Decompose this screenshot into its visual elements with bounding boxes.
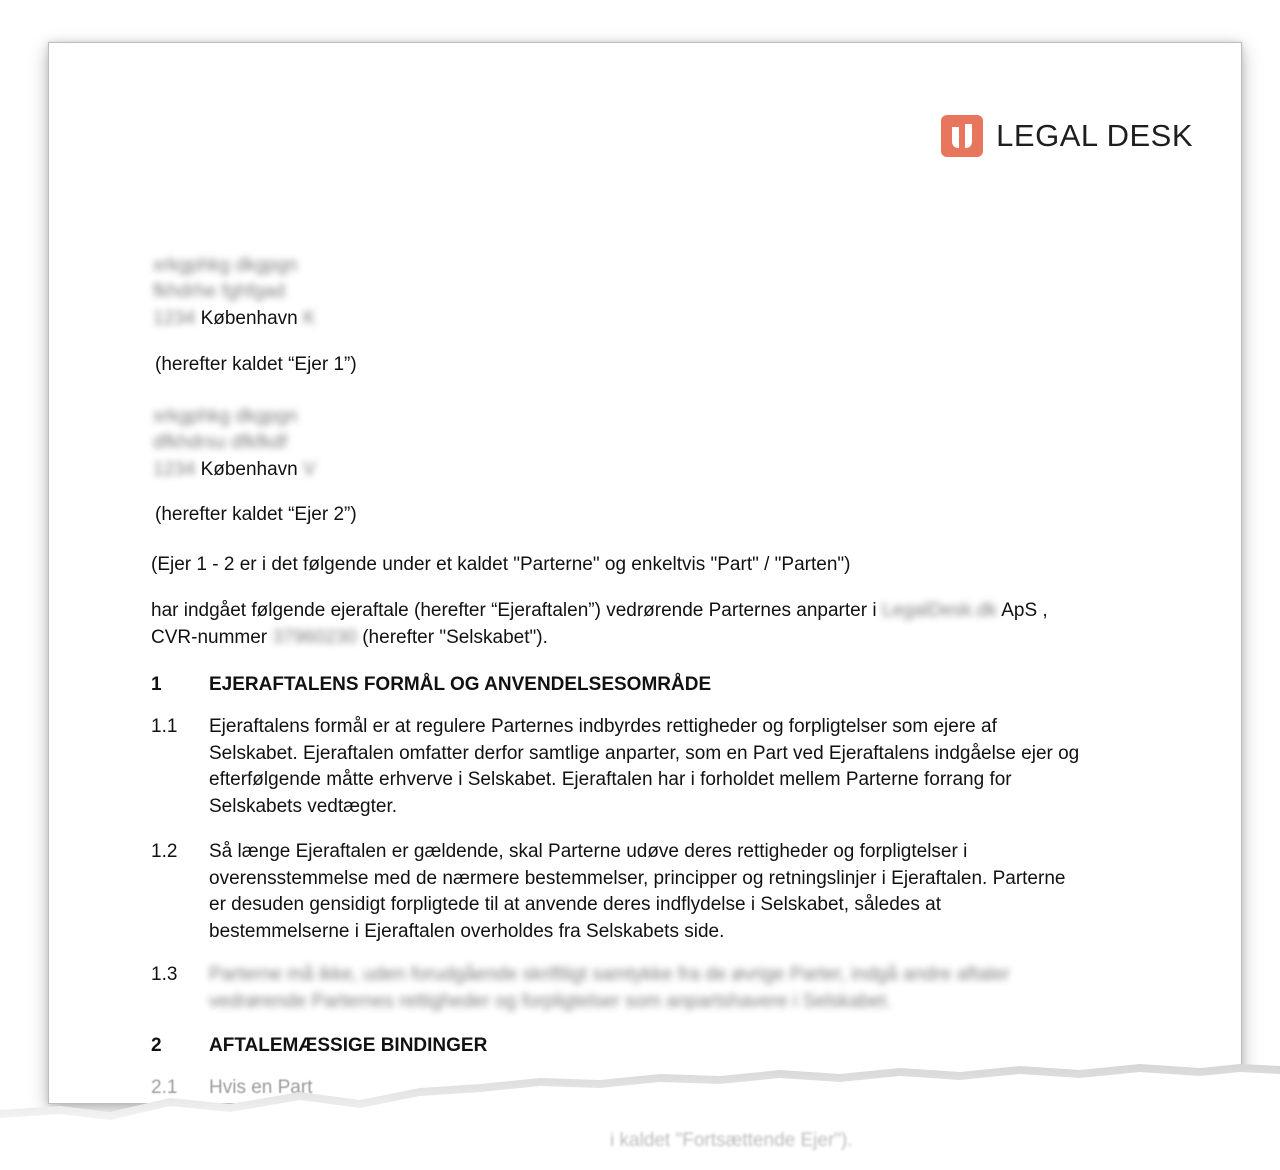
clause-1-3-text [209,962,1010,1015]
brand-logo [941,115,1193,157]
agreement-line-2 [151,625,548,652]
clause-line: Parterne må ikke, uden forudgående skriftligt samtykke fra de øvrige Parter, indgå andre aftaler [209,964,1010,985]
party1-street: fkhdrhe fghfgad [153,281,286,302]
clause-1-2-number: 1.2 [151,841,178,862]
clause-1-3-number: 1.3 [151,964,178,985]
agreement-line-1 [151,598,1048,625]
party1-postcode: 1234 [153,308,196,329]
party1-reference: (herefter kaldet “Ejer 1”) [155,354,357,375]
party1-city-suffix: K [303,308,316,329]
party2-reference: (herefter kaldet “Ejer 2”) [155,504,357,525]
cvr-number: 37960230 [272,627,357,648]
clause-line: overensstemmelse med de nærmere bestemmelser, principper og retningslinjer i Ejeraftalen. Parterne [209,867,1066,889]
clause-2-1-number: 2.1 [151,1077,178,1098]
clause-line: vedrørende Parternes rettigheder og forpligtelser som anpartshavere i Selskabet. [209,990,892,1012]
brand-name: LEGAL DESK [996,118,1193,153]
legal-desk-logo-icon [941,115,983,157]
party1-city-line [153,306,316,333]
clause-line: Selskabets vedtægter. [209,795,397,817]
clause-line: Så længe Ejeraftalen er gældende, skal Parterne udøve deres rettigheder og forpligtelser i [209,841,968,862]
agreement-line-1-end: ApS , [1001,600,1048,621]
section-1-number: 1 [151,674,162,695]
clause-line: efterfølgende måtte erhverve i Selskabet. Ejeraftalen har i forholdet mellem Parterne forrang for [209,769,1012,790]
party2-city-suffix: V [303,459,316,480]
clause-1-1-text [209,714,1079,820]
section-2-title: AFTALEMÆSSIGE BINDINGER [209,1035,488,1056]
agreement-line-1-start: har indgået følgende ejeraftale (herefter “Ejeraftalen”) vedrørende Parternes anparter i [151,600,877,621]
party1-city: København [200,308,298,329]
clause-line: er desuden gensidigt forpligtede til at anvende deres indflydelse i Selskabet, således at [209,894,941,915]
agreement-line-2-start: CVR-nummer [151,627,268,648]
party2-city-line [153,457,316,484]
clause-2-1-text: Hvis en Part [209,1077,313,1098]
document-page [48,42,1242,1104]
clause-1-1-number: 1.1 [151,716,178,737]
clause-1-2-text [209,839,1065,945]
section-2-number: 2 [151,1035,162,1056]
agreement-line-2-end: (herefter "Selskabet"). [362,627,548,648]
section-1-title: EJERAFTALENS FORMÅL OG ANVENDELSESOMRÅDE [209,674,712,695]
party2-street: dfkhdrsu dfkfkdf [153,432,288,453]
clause-line: bestemmelserne i Ejeraftalen overholdes fra Selskabets side. [209,920,725,942]
party2-postcode: 1234 [153,459,196,480]
clause-line: Selskabet. Ejeraftalen omfatter derfor samtlige anparter, som en Part ved Ejeraftalens indgåelse ejer og [209,742,1080,764]
party2-city: København [200,459,298,480]
parties-definition: (Ejer 1 - 2 er i det følgende under et kaldet "Parterne" og enkeltvis "Part" / "Parten") [151,554,851,575]
party1-name: xrkgphkg dkgpgn [153,255,298,276]
party2-name: xrkgphkg dkgpgn [153,406,298,427]
company-name: LegalDesk.dk [881,600,997,621]
text-below-tear: i kaldet "Fortsættende Ejer"). [610,1130,853,1151]
clause-line: Ejeraftalens formål er at regulere Parternes indbyrdes rettigheder og forpligtelser som ejere af [209,716,997,737]
